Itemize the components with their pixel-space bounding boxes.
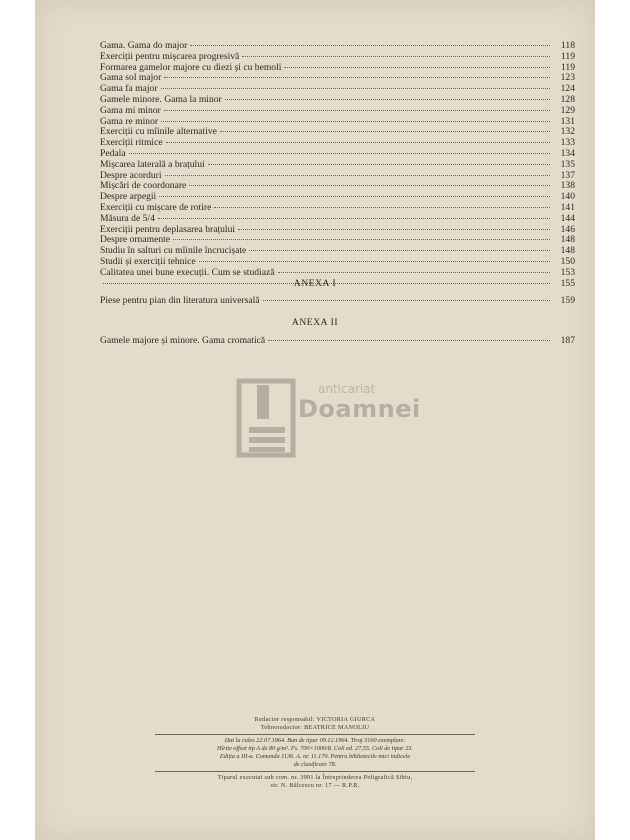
toc-title: Mișcarea laterală a brațului	[100, 158, 205, 170]
toc-row	[100, 95, 575, 106]
toc-page: 146	[560, 223, 575, 235]
dot-leader	[220, 131, 550, 132]
toc-row	[100, 225, 575, 236]
toc-page: 124	[560, 83, 575, 95]
anexa-2-page: 187	[560, 335, 575, 346]
toc-title: Formarea gamelor majore cu diezi și cu bemoli	[100, 61, 282, 73]
dot-leader	[225, 99, 550, 100]
colophon-line-1: Dat la cules 22.07.1964. Bun de tipar 09.12.1964. Tiraj 3160 exemplare.	[224, 737, 406, 744]
toc-page: 123	[560, 72, 575, 84]
dot-leader	[278, 272, 551, 273]
toc-title: Măsura de 5/4	[100, 212, 155, 224]
colophon-line-5: Tiparul executat sub com. nr. 3991 la Întreprinderea Poligrafică Sibiu,	[217, 774, 413, 781]
toc-row	[100, 160, 575, 171]
dot-leader	[129, 153, 550, 154]
dot-leader	[238, 229, 550, 230]
colophon-line-4: de clasificare 78.	[293, 761, 337, 768]
book-icon	[235, 375, 305, 465]
watermark-small-text: anticariat	[318, 382, 376, 396]
colophon-rule	[155, 771, 475, 772]
colophon-redactor: Redactor responsabil: VICTORIA GIURCA	[254, 716, 376, 723]
toc-row	[100, 106, 575, 117]
dot-leader	[199, 261, 550, 262]
toc-page: 138	[560, 180, 575, 192]
toc-page: 141	[560, 201, 575, 213]
dot-leader	[208, 164, 550, 165]
toc-title: Studii și exerciții tehnice	[100, 255, 196, 267]
toc-page: 132	[560, 126, 575, 138]
toc-page: 150	[560, 255, 575, 267]
book-page	[35, 0, 595, 840]
toc-page: 131	[560, 115, 575, 127]
toc-title: Exerciții cu mîinile alternative	[100, 126, 217, 138]
toc-title: Calitatea unei bune execuții. Cum se studiază	[100, 266, 275, 278]
toc-title: Gama. Gama do major	[100, 40, 188, 51]
toc-row	[100, 127, 575, 138]
colophon-line-2: Hîrtie offset tip A de 80 g/m². Fs. 700×1000/8. Coli ed. 27,55. Coli de tipar 23.	[217, 745, 413, 752]
toc-page: 140	[560, 191, 575, 203]
dot-leader	[161, 88, 550, 89]
table-of-contents	[100, 41, 575, 289]
dot-leader	[214, 207, 550, 208]
colophon-rule	[155, 734, 475, 735]
toc-page: 119	[560, 50, 575, 62]
toc-page: 148	[560, 245, 575, 257]
toc-title: Pedala	[100, 147, 126, 159]
toc-title: Gama re minor	[100, 115, 159, 127]
toc-row	[100, 73, 575, 84]
toc-page: 118	[560, 40, 575, 51]
dot-leader	[284, 67, 550, 68]
toc-row	[100, 214, 575, 225]
toc-title: Gama mi minor	[100, 104, 161, 116]
toc-page: 155	[560, 277, 575, 289]
dot-leader	[161, 121, 550, 122]
colophon	[35, 716, 595, 790]
dot-leader	[166, 142, 550, 143]
toc-row	[100, 268, 575, 279]
toc-title: Exerciții ritmice	[100, 137, 163, 149]
dot-leader	[165, 175, 550, 176]
toc-row	[100, 138, 575, 149]
anexa-2-title: Gamele majore și minore. Gama cromatică	[100, 335, 266, 346]
anexa-2-heading: ANEXA II	[291, 318, 339, 328]
toc-title: Gama fa major	[100, 83, 158, 95]
toc-row	[100, 181, 575, 192]
toc-page: 153	[560, 266, 575, 278]
dot-leader	[158, 218, 550, 219]
dot-leader	[190, 45, 550, 46]
toc-row	[100, 52, 575, 63]
toc-row	[100, 203, 575, 214]
anexa-1-entry	[100, 296, 575, 307]
dot-leader	[249, 250, 550, 251]
toc-title: Mișcări de coordonare	[100, 180, 187, 192]
dot-leader	[268, 340, 550, 341]
colophon-line-3: Ediția a III-a. Comanda 1136. A. nr. 11.170. Pentru bibliotecile mici indicele	[219, 753, 411, 760]
toc-page: 148	[560, 234, 575, 246]
toc-page: 133	[560, 137, 575, 149]
colophon-line-6: str. N. Bălcescu nr. 17 — R.P.R.	[270, 782, 360, 789]
toc-title: Despre arpegii	[100, 191, 157, 203]
colophon-tehnoredactor: Tehnoredactor: BEATRICE MANOLIU	[260, 724, 370, 731]
toc-title: Exerciții pentru deplasarea brațului	[100, 223, 236, 235]
anexa-1-page: 159	[560, 295, 575, 306]
toc-row	[100, 63, 575, 74]
dot-leader	[164, 110, 550, 111]
toc-title: Despre acorduri	[100, 169, 162, 181]
dot-leader	[263, 300, 550, 301]
toc-title: Gama sol major	[100, 72, 162, 84]
toc-title: Gamele minore. Gama la minor	[100, 93, 222, 105]
dot-leader	[173, 239, 550, 240]
toc-page: 134	[560, 147, 575, 159]
toc-page: 119	[560, 61, 575, 73]
toc-title: Exerciții pentru mișcarea progresivă	[100, 50, 240, 62]
anexa-1-title: Piese pentru pian din literatura universală	[100, 295, 260, 306]
dot-leader	[159, 196, 550, 197]
dot-leader	[242, 56, 550, 57]
toc-title: Despre ornamente	[100, 234, 171, 246]
watermark-logo	[235, 375, 435, 465]
watermark-big-text: Doamnei	[298, 395, 421, 423]
dot-leader	[189, 185, 550, 186]
toc-title: Studiu în salturi cu mîinile încrucișate	[100, 245, 247, 257]
toc-title: Exerciții cu mișcare de rotire	[100, 201, 212, 213]
toc-page: 135	[560, 158, 575, 170]
toc-page: 129	[560, 104, 575, 116]
toc-page: 128	[560, 93, 575, 105]
toc-page: 144	[560, 212, 575, 224]
toc-page: 137	[560, 169, 575, 181]
anexa-1-heading: ANEXA I	[293, 279, 337, 289]
dot-leader	[164, 77, 550, 78]
anexa-2-entry	[100, 336, 575, 347]
